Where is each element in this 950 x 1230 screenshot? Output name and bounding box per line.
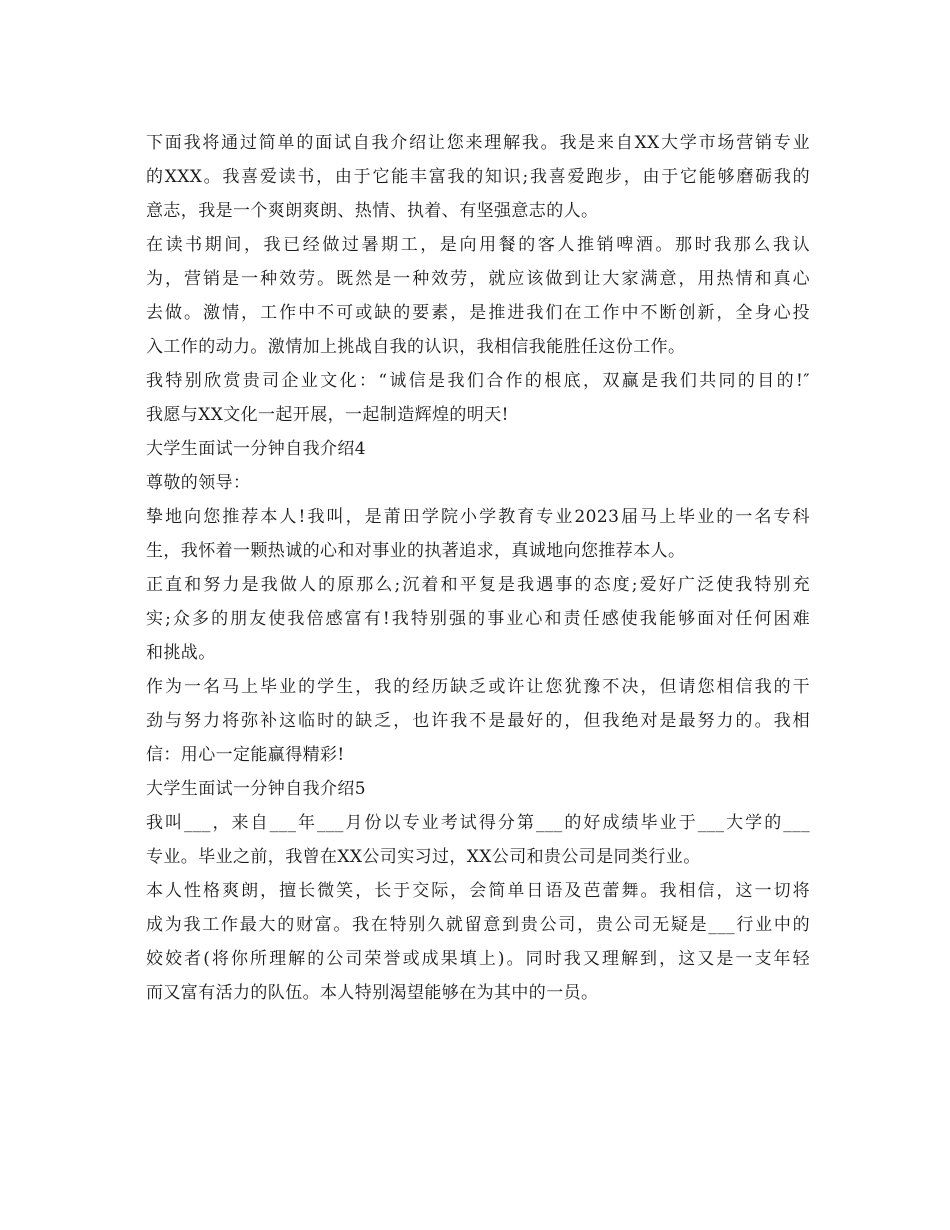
text-line: 而又富有活力的队伍。本人特别渴望能够在为其中的一员。 bbox=[146, 983, 599, 1003]
text-line: 我愿与XX文化一起开展，一起制造辉煌的明天! bbox=[146, 405, 509, 425]
text-line: 和挑战。 bbox=[146, 643, 216, 663]
text-line: 为，营销是一种效劳。既然是一种效劳，就应该做到让大家满意，用热情和真心 bbox=[146, 269, 810, 289]
text-line: 生，我怀着一颗热诚的心和对事业的执著追求，真诚地向您推荐本人。 bbox=[146, 541, 686, 561]
text-line: 意志，我是一个爽朗爽朗、热情、执着、有坚强意志的人。 bbox=[146, 201, 599, 221]
salutation: 尊敬的领导： bbox=[146, 473, 251, 493]
text-line: 去做。激情，工作中不可或缺的要素，是推进我们在工作中不断创新，全身心投 bbox=[146, 303, 810, 323]
text-line: 入工作的动力。激情加上挑战自我的认识，我相信我能胜任这份工作。 bbox=[146, 337, 686, 357]
text-line: 本人性格爽朗，擅长微笑，长于交际，会简单日语及芭蕾舞。我相信，这一切将 bbox=[146, 881, 810, 901]
text-line: 我叫___，来自___年___月份以专业考试得分第___的好成绩毕业于___大学的___ bbox=[146, 813, 810, 833]
section-heading: 大学生面试一分钟自我介绍4 bbox=[146, 439, 367, 459]
text-line: 作为一名马上毕业的学生，我的经历缺乏或许让您犹豫不决，但请您相信我的干 bbox=[146, 677, 810, 697]
text-line: 劲与努力将弥补这临时的缺乏，也许我不是最好的，但我绝对是最努力的。我相 bbox=[146, 711, 810, 731]
text-line: 实;众多的朋友使我倍感富有!我特别强的事业心和责任感使我能够面对任何困难 bbox=[146, 609, 810, 629]
text-line: 正直和努力是我做人的原那么;沉着和平复是我遇事的态度;爱好广泛使我特别充 bbox=[146, 575, 810, 595]
text-line: 下面我将通过简单的面试自我介绍让您来理解我。我是来自XX大学市场营销专业 bbox=[146, 133, 810, 153]
text-line: 我特别欣赏贵司企业文化：“诚信是我们合作的根底，双赢是我们共同的目的!″ bbox=[146, 371, 810, 391]
text-line: 信：用心一定能赢得精彩! bbox=[146, 745, 345, 765]
text-line: 的XXX。我喜爱读书，由于它能丰富我的知识;我喜爱跑步，由于它能够磨砺我的 bbox=[146, 167, 810, 187]
text-line: 专业。毕业之前，我曾在XX公司实习过，XX公司和贵公司是同类行业。 bbox=[146, 847, 701, 867]
section-heading: 大学生面试一分钟自我介绍5 bbox=[146, 779, 367, 799]
text-line: 成为我工作最大的财富。我在特别久就留意到贵公司，贵公司无疑是___行业中的 bbox=[146, 915, 810, 935]
document-body bbox=[146, 126, 810, 1010]
text-line: 挚地向您推荐本人!我叫，是莆田学院小学教育专业2023届马上毕业的一名专科 bbox=[146, 507, 810, 527]
text-line: 在读书期间，我已经做过暑期工，是向用餐的客人推销啤酒。那时我那么我认 bbox=[146, 235, 810, 255]
text-line: 姣姣者(将你所理解的公司荣誉或成果填上)。同时我又理解到，这又是一支年轻 bbox=[146, 949, 810, 969]
